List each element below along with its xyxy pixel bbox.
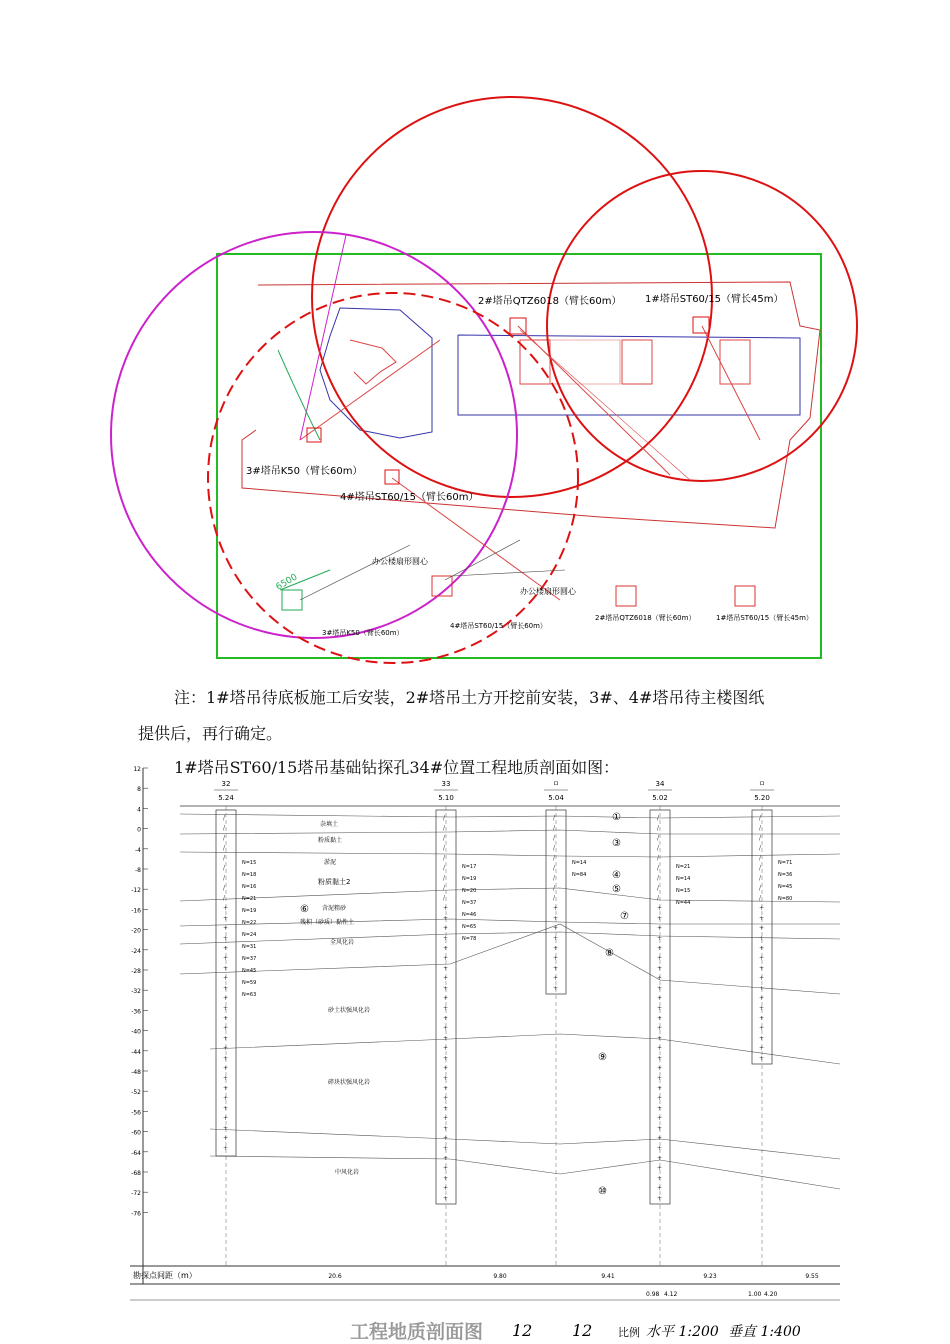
borehole-hatch: / (759, 855, 762, 862)
borehole-hatch: / (759, 815, 762, 822)
borehole-hatch: + (443, 1185, 449, 1192)
borehole-hatch: + (759, 935, 765, 942)
borehole-hatch: + (443, 1125, 449, 1132)
elev-tick-label: -40 (131, 1028, 141, 1036)
elev-tick-label: -4 (135, 846, 141, 854)
borehole-hatch: / (657, 825, 660, 832)
borehole-hatch: + (443, 905, 449, 912)
borehole-hatch: + (223, 1065, 229, 1072)
elev-tick-label: -52 (131, 1089, 141, 1097)
borehole-hatch: + (223, 1075, 229, 1082)
section-caption: 1#塔吊ST60/15塔吊基础钻探孔34#位置工程地质剖面如图： (174, 758, 620, 777)
layer-boundary-2 (180, 830, 840, 834)
borehole-hatch: / (443, 835, 446, 842)
office-center-label-1: 办公楼扇形圆心 (372, 557, 428, 566)
block-b (622, 340, 652, 384)
detail-crane1-base (735, 586, 755, 606)
borehole-hatch: + (443, 925, 449, 932)
borehole-hatch: + (759, 1015, 765, 1022)
spt-value: N=44 (676, 900, 691, 906)
soil-silty-clay-2: 粉质黏土2 (318, 878, 351, 886)
borehole-hatch: + (223, 1095, 229, 1102)
borehole-hatch: + (443, 985, 449, 992)
borehole-hatch: / (443, 865, 446, 872)
tower-crane-site-plan (0, 0, 950, 670)
crane4-label: 4#塔吊ST60/15（臂长60m） (340, 492, 479, 503)
elev-tick-label: -68 (131, 1170, 141, 1177)
borehole-hatch: + (223, 1045, 229, 1052)
elev-tick-label: -60 (131, 1129, 141, 1137)
borehole-hatch: / (657, 845, 660, 852)
spacing-value: 9.23 (703, 1273, 717, 1280)
borehole-hatch: / (443, 875, 446, 882)
borehole-hatch: + (657, 945, 663, 952)
office-center-label-2: 办公楼扇形圆心 (520, 587, 576, 596)
crane1-jib (702, 326, 760, 440)
borehole-spacings (328, 1273, 819, 1280)
layer-1: ① (612, 812, 621, 823)
soil-coarse-sand: 含泥粗砂 (322, 905, 347, 912)
spt-value: N=21 (676, 864, 691, 870)
borehole-hatch: / (223, 815, 226, 822)
borehole-elevation: 5.04 (548, 794, 564, 802)
geological-section-drawing (0, 764, 950, 1343)
detail-crane2-base (616, 586, 636, 606)
subfooter-2: 1.00 (748, 1291, 762, 1298)
borehole-hatch: + (223, 935, 229, 942)
layer-8: ⑧ (605, 948, 614, 959)
section-title: 工程地质剖面图 (350, 1321, 484, 1343)
soil-block-strong: 碎块状强风化岩 (328, 1079, 371, 1086)
spt-value: N=84 (572, 872, 587, 878)
borehole-hatch: + (759, 1005, 765, 1012)
spt-value: N=63 (242, 992, 257, 998)
elev-tick-label: 4 (137, 806, 141, 814)
spacing-value: 9.41 (601, 1273, 615, 1280)
borehole-hatch: + (553, 985, 559, 992)
borehole-hatch: + (759, 955, 765, 962)
borehole-hatch: + (553, 965, 559, 972)
elev-tick-label: -12 (131, 887, 141, 895)
subfooter-3: 4.20 (764, 1291, 778, 1298)
borehole-hatch: / (657, 875, 660, 882)
borehole-id: 32 (221, 780, 231, 788)
borehole-hatch: + (759, 945, 765, 952)
elev-tick-label: -48 (131, 1069, 141, 1076)
layer-10: ⑩ (598, 1186, 607, 1197)
borehole-elevation: 5.20 (754, 794, 770, 802)
layer-6: ⑥ (300, 904, 309, 915)
borehole-hatch: + (443, 915, 449, 922)
borehole-hatch: + (759, 985, 765, 992)
borehole-hatch: + (443, 1105, 449, 1112)
borehole-hatch: + (759, 915, 765, 922)
elev-tick-label: -56 (131, 1109, 141, 1117)
borehole-hatch: + (553, 935, 559, 942)
borehole-hatch: + (759, 975, 765, 982)
borehole-hatch: / (553, 865, 556, 872)
spt-value: N=15 (242, 860, 257, 866)
borehole-hatch: / (759, 825, 762, 832)
borehole-hatch: + (759, 1025, 765, 1032)
borehole-hatch: + (657, 1035, 663, 1042)
borehole-id: ㅁ (552, 780, 560, 788)
borehole-hatch: + (223, 955, 229, 962)
spt-value: N=14 (572, 860, 587, 866)
elev-tick-label: -20 (131, 927, 141, 935)
borehole-hatch: + (657, 935, 663, 942)
elev-tick-label: 12 (133, 766, 141, 773)
borehole-hatch: + (223, 945, 229, 952)
borehole-hatch: / (553, 885, 556, 892)
borehole-hatch: + (657, 1045, 663, 1052)
borehole-hatch: + (443, 1195, 449, 1202)
crane2-jib-b (520, 330, 690, 480)
borehole-hatch: / (553, 855, 556, 862)
elev-tick-label: 0 (137, 826, 141, 834)
borehole-hatch: + (443, 1155, 449, 1162)
spt-value: N=22 (242, 920, 257, 926)
borehole-hatch: + (657, 995, 663, 1002)
borehole-hatch: / (759, 885, 762, 892)
borehole-hatch: / (657, 835, 660, 842)
borehole-id: 33 (441, 780, 451, 788)
borehole-hatch: + (657, 1055, 663, 1062)
borehole-hatch: / (443, 825, 446, 832)
detail-line-c (445, 540, 520, 580)
office-sector-arc (278, 350, 320, 440)
borehole-hatch: + (443, 1165, 449, 1172)
borehole-hatch: + (657, 1075, 663, 1082)
borehole-hatch: / (553, 835, 556, 842)
spt-value: N=46 (462, 912, 477, 918)
borehole-hatch: + (443, 1055, 449, 1062)
layer-5: ⑤ (612, 884, 621, 895)
borehole-hatch: + (657, 975, 663, 982)
spt-value: N=78 (462, 936, 477, 942)
spt-value: N=37 (242, 956, 257, 962)
borehole-hatch: + (759, 995, 765, 1002)
layer-boundary-9 (210, 1129, 840, 1159)
borehole-hatch: / (553, 825, 556, 832)
spt-value: N=15 (676, 888, 691, 894)
borehole-hatch: + (223, 1025, 229, 1032)
crane4-radius-circle (208, 293, 578, 663)
borehole-hatch: + (223, 985, 229, 992)
borehole-hatch: / (759, 875, 762, 882)
borehole-hatch: + (223, 995, 229, 1002)
borehole-hatch: / (223, 845, 226, 852)
borehole-hatch: + (223, 1125, 229, 1132)
borehole-hatch: + (223, 965, 229, 972)
borehole-hatch: + (553, 955, 559, 962)
borehole-hatch: + (657, 905, 663, 912)
detail-line-a (300, 545, 410, 600)
spt-value: N=14 (676, 876, 691, 882)
borehole-hatch: / (759, 865, 762, 872)
elev-tick-label: 8 (137, 786, 141, 794)
crane3-radius-circle (111, 232, 517, 638)
borehole-hatch: / (223, 855, 226, 862)
borehole-hatch: / (223, 835, 226, 842)
layer-7: ⑦ (620, 911, 629, 922)
elev-tick-label: -28 (131, 968, 141, 975)
borehole-hatch: + (443, 1035, 449, 1042)
borehole-hatch: + (443, 965, 449, 972)
detail-crane3-base (282, 590, 302, 610)
spt-value: N=65 (462, 924, 477, 930)
spt-value: N=24 (242, 932, 257, 938)
borehole-hatch: + (657, 1005, 663, 1012)
spt-value: N=45 (778, 884, 793, 890)
spacing-value: 20.6 (328, 1273, 342, 1280)
borehole-hatch: / (443, 845, 446, 852)
layer-boundary-1 (180, 814, 840, 818)
borehole-hatch: + (443, 995, 449, 1002)
borehole-hatch: + (759, 1055, 765, 1062)
borehole-hatch: + (657, 1135, 663, 1142)
elev-tick-label: -36 (131, 1008, 141, 1016)
borehole-hatch: + (223, 905, 229, 912)
borehole-hatch: + (443, 1015, 449, 1022)
layer-3: ③ (612, 838, 621, 849)
borehole-hatch: + (443, 1095, 449, 1102)
borehole-hatch: + (553, 975, 559, 982)
elev-tick-label: -72 (131, 1190, 141, 1198)
borehole-hatch: + (443, 975, 449, 982)
borehole-hatch: / (443, 885, 446, 892)
podium-link (550, 340, 620, 384)
borehole-hatch: + (657, 1105, 663, 1112)
borehole-hatch: / (553, 875, 556, 882)
borehole-hatch: + (443, 1085, 449, 1092)
borehole-hatch: + (657, 1015, 663, 1022)
borehole-hatch: + (443, 935, 449, 942)
soil-sandy-strong: 砂土状强风化岩 (328, 1007, 371, 1014)
borehole-hatch: / (657, 855, 660, 862)
borehole-hatch: + (553, 905, 559, 912)
note-line-1: 注：1#塔吊待底板施工后安装，2#塔吊土方开挖前安装，3#、4#塔吊待主楼图纸 (174, 688, 765, 707)
subfooter-1: 4.12 (664, 1291, 678, 1298)
borehole-hatch: + (223, 1085, 229, 1092)
borehole-hatch: / (657, 815, 660, 822)
tower-core (350, 340, 396, 384)
borehole-elevation: 5.02 (652, 794, 668, 802)
borehole-elevation: 5.24 (218, 794, 234, 802)
borehole-hatch: + (223, 1005, 229, 1012)
borehole-hatch: + (657, 1125, 663, 1132)
crane2-label: 2#塔吊QTZ6018（臂长60m） (478, 296, 622, 307)
borehole-hatch: + (759, 965, 765, 972)
borehole-hatch: + (443, 1175, 449, 1182)
borehole-hatch: / (759, 845, 762, 852)
layer-boundary-5 (180, 919, 840, 926)
borehole-hatch: + (443, 955, 449, 962)
borehole-hatch: + (443, 1075, 449, 1082)
elev-tick-label: -76 (131, 1210, 141, 1218)
borehole-hatch: + (657, 1155, 663, 1162)
detail-line-b (452, 570, 565, 576)
subfooter-0: 0.98 (646, 1291, 660, 1298)
borehole-hatch: / (657, 865, 660, 872)
borehole-hatch: + (223, 1055, 229, 1062)
scale-label: 比例 (618, 1326, 640, 1339)
spt-value: N=21 (242, 896, 257, 902)
spt-value: N=80 (778, 896, 793, 902)
borehole-hatch: + (759, 905, 765, 912)
borehole-hatch: + (759, 1035, 765, 1042)
section-from-hole: 12 (512, 1321, 533, 1340)
borehole-hatch: + (443, 1145, 449, 1152)
layer-boundary-3 (180, 852, 840, 857)
crane3-label: 3#塔吊K50（臂长60m） (246, 466, 363, 477)
borehole-hatch: + (553, 915, 559, 922)
elev-tick-label: -16 (131, 907, 141, 915)
borehole-hatch: + (657, 1085, 663, 1092)
note-line-2: 提供后，再行确定。 (138, 724, 283, 743)
borehole-hatch: / (223, 895, 226, 902)
layer-boundary-4 (180, 888, 840, 902)
borehole-hatch: + (657, 1065, 663, 1072)
soil-silty-clay: 粉质黏土 (318, 837, 343, 844)
borehole-hatch: + (657, 1185, 663, 1192)
borehole-hatch: / (759, 895, 762, 902)
borehole-hatch: + (657, 1025, 663, 1032)
borehole-hatch: / (657, 885, 660, 892)
borehole-id: 34 (655, 780, 665, 788)
detail-crane1-label: 1#塔吊ST60/15（臂长45m） (716, 614, 813, 622)
borehole-hatch: + (657, 985, 663, 992)
borehole-hatch: / (223, 875, 226, 882)
borehole-hatch: + (443, 945, 449, 952)
borehole-hatch: + (657, 915, 663, 922)
detail-crane2-label: 2#塔吊QTZ6018（臂长60m） (595, 614, 696, 622)
borehole-hatch: + (223, 1015, 229, 1022)
borehole-hatch: / (223, 885, 226, 892)
borehole-hatch: + (657, 925, 663, 932)
crane1-base (693, 317, 709, 333)
spt-value: N=19 (242, 908, 257, 914)
borehole-hatch: + (657, 965, 663, 972)
spt-value: N=20 (462, 888, 477, 894)
scale-vertical: 垂直 1:400 (728, 1324, 801, 1340)
elevation-scale (131, 766, 148, 1217)
borehole-hatch: + (223, 915, 229, 922)
soil-mud: 淤泥 (324, 859, 337, 866)
borehole-hatch: / (759, 835, 762, 842)
borehole-hatch: + (443, 1115, 449, 1122)
property-line (242, 282, 820, 528)
layer-4: ④ (612, 870, 621, 881)
borehole-hatch: + (443, 1025, 449, 1032)
borehole-hatch: + (759, 925, 765, 932)
borehole-hatch: + (223, 1115, 229, 1122)
elev-tick-label: -32 (131, 988, 141, 996)
borehole-hatch: + (223, 1135, 229, 1142)
borehole-hatch: + (657, 955, 663, 962)
spt-value: N=19 (462, 876, 477, 882)
borehole-hatch: + (553, 925, 559, 932)
borehole-hatch: + (443, 1135, 449, 1142)
borehole-hatch: / (553, 815, 556, 822)
soil-moderate: 中风化岩 (335, 1169, 360, 1176)
layer-boundary-8 (210, 1034, 840, 1064)
borehole-hatch: + (553, 945, 559, 952)
borehole-id: ㅁ (758, 780, 766, 788)
spt-value: N=36 (778, 872, 793, 878)
borehole-hatch: / (553, 895, 556, 902)
spt-value: N=45 (242, 968, 257, 974)
layer-9: ⑨ (598, 1052, 607, 1063)
borehole-hatch: + (223, 1035, 229, 1042)
borehole-hatch: + (443, 1065, 449, 1072)
spt-value: N=59 (242, 980, 257, 986)
spt-value: N=18 (242, 872, 257, 878)
layer-boundary-10 (210, 1156, 840, 1189)
borehole-hatch: / (443, 895, 446, 902)
crane1-label: 1#塔吊ST60/15（臂长45m） (645, 294, 784, 305)
borehole-hatch: / (553, 845, 556, 852)
detail-crane3-label: 3#塔吊K50（臂长60m） (322, 629, 404, 637)
borehole-hatch: + (759, 1045, 765, 1052)
borehole-hatch: + (223, 925, 229, 932)
spt-value: N=17 (462, 864, 477, 870)
spt-value: N=31 (242, 944, 257, 950)
borehole-hatch: + (657, 1115, 663, 1122)
spacing-footer-label: 勘探点间距（m） (133, 1271, 197, 1280)
borehole-hatch: / (223, 825, 226, 832)
elev-tick-label: -8 (135, 867, 141, 874)
layer-boundary-7 (180, 924, 840, 994)
soil-residual-clay: 残积（砂质）黏性土 (300, 919, 355, 926)
spt-value: N=16 (242, 884, 257, 890)
detail-crane4-label: 4#塔吊ST60/15（臂长60m） (450, 622, 547, 630)
soil-fully-weathered: 全风化岩 (330, 939, 355, 946)
borehole-hatch: + (223, 975, 229, 982)
spacing-value: 9.80 (493, 1273, 507, 1280)
dim-6500-label: 6500 (274, 572, 300, 593)
borehole-elevation: 5.10 (438, 794, 454, 802)
section-to-hole: 12 (572, 1321, 593, 1340)
elev-tick-label: -24 (131, 947, 141, 955)
podium-outline (458, 335, 800, 415)
borehole-hatch: + (657, 1165, 663, 1172)
borehole-hatch: / (657, 895, 660, 902)
borehole-hatch: / (223, 865, 226, 872)
borehole-hatch: + (657, 1175, 663, 1182)
borehole-hatch: + (657, 1145, 663, 1152)
borehole-hatch: + (223, 1145, 229, 1152)
borehole-hatch: / (443, 815, 446, 822)
borehole-hatch: + (657, 1195, 663, 1202)
elev-tick-label: -64 (131, 1149, 141, 1157)
borehole-hatch: + (443, 1005, 449, 1012)
soil-fill: 杂填土 (320, 821, 339, 828)
borehole-hatch: + (223, 1105, 229, 1112)
borehole-hatch: + (443, 1045, 449, 1052)
elev-tick-label: -44 (131, 1048, 141, 1056)
borehole-hatch: + (657, 1095, 663, 1102)
main-tower-outline (320, 308, 432, 438)
scale-horizontal: 水平 1:200 (646, 1324, 719, 1340)
spacing-value: 9.55 (805, 1273, 819, 1280)
spt-value: N=71 (778, 860, 793, 866)
block-c (720, 340, 750, 384)
spt-value: N=37 (462, 900, 477, 906)
borehole-hatch: / (443, 855, 446, 862)
